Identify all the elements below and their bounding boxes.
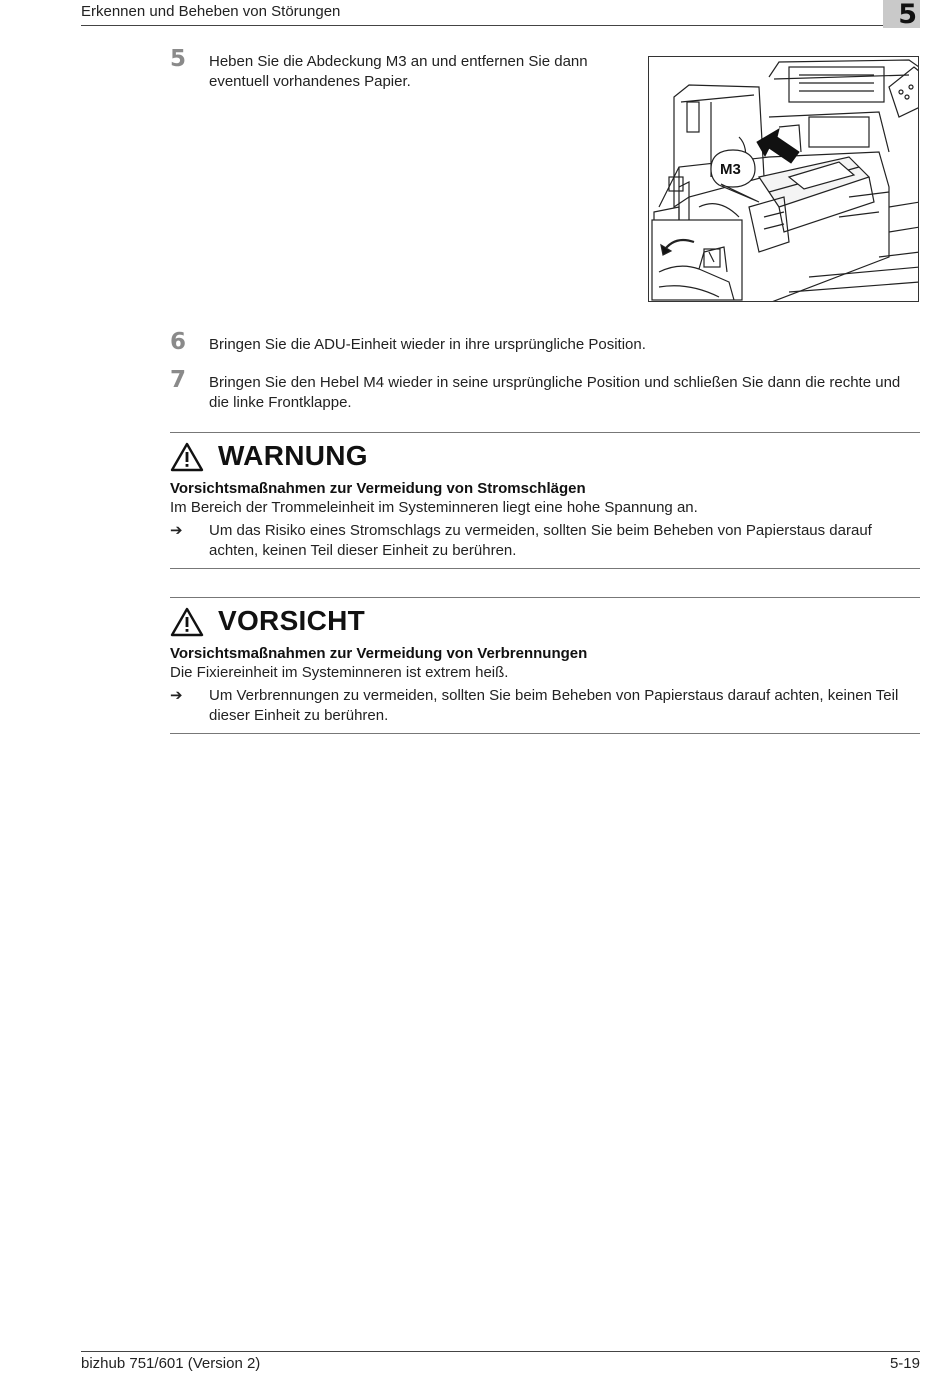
running-header-title: Erkennen und Beheben von Störungen bbox=[81, 3, 341, 20]
printer-diagram bbox=[649, 57, 919, 302]
warning-bullet-line: Um das Risiko eines Stromschlags zu vermeiden, sollten Sie beim Beheben von Papierstaus darauf bbox=[209, 522, 872, 539]
caution-triangle-icon bbox=[170, 607, 204, 637]
section-rule bbox=[170, 733, 920, 734]
step-text bbox=[209, 373, 900, 413]
step-text bbox=[209, 52, 588, 92]
step-text bbox=[209, 335, 646, 355]
warning-bullet bbox=[209, 521, 920, 561]
step-text-line: Heben Sie die Abdeckung M3 an und entfernen Sie dann bbox=[209, 53, 588, 70]
caution-body: Die Fixiereinheit im Systeminneren ist extrem heiß. bbox=[170, 664, 509, 681]
caution-bullet-line: dieser Einheit zu berühren. bbox=[209, 707, 389, 724]
footer-rule bbox=[81, 1351, 920, 1352]
section-rule bbox=[170, 432, 920, 433]
section-rule bbox=[170, 568, 920, 569]
bullet-arrow-icon: ➔ bbox=[170, 687, 183, 704]
caution-bullet bbox=[209, 686, 920, 726]
warning-heading: Vorsichtsmaßnahmen zur Vermeidung von Stromschlägen bbox=[170, 480, 586, 497]
warning-body: Im Bereich der Trommeleinheit im Systeminneren liegt eine hohe Spannung an. bbox=[170, 499, 698, 516]
step-number: 7 bbox=[170, 367, 187, 393]
header-rule bbox=[81, 25, 883, 26]
step-number: 6 bbox=[170, 329, 187, 355]
chapter-number: 5 bbox=[898, 0, 917, 30]
m3-callout-label: M3 bbox=[720, 161, 741, 178]
chapter-tab bbox=[883, 0, 920, 28]
step-text-line: Bringen Sie die ADU-Einheit wieder in ihre ursprüngliche Position. bbox=[209, 336, 646, 353]
step-text-line: die linke Frontklappe. bbox=[209, 394, 352, 411]
caution-bullet-line: Um Verbrennungen zu vermeiden, sollten Sie beim Beheben von Papierstaus darauf achten, keinen Teil bbox=[209, 687, 899, 704]
caution-title: VORSICHT bbox=[218, 605, 366, 636]
footer-product: bizhub 751/601 (Version 2) bbox=[81, 1355, 261, 1372]
step-number: 5 bbox=[170, 46, 187, 72]
footer-page-number: 5-19 bbox=[889, 1355, 920, 1372]
bullet-arrow-icon: ➔ bbox=[170, 522, 183, 539]
step-text-line: Bringen Sie den Hebel M4 wieder in seine ursprüngliche Position und schließen Sie dann die rechte und bbox=[209, 374, 901, 391]
warning-triangle-icon bbox=[170, 442, 204, 472]
caution-heading: Vorsichtsmaßnahmen zur Vermeidung von Verbrennungen bbox=[170, 645, 588, 662]
warning-title: WARNUNG bbox=[218, 440, 368, 471]
warning-bullet-line: achten, keinen Teil dieser Einheit zu berühren. bbox=[209, 542, 517, 559]
printer-illustration bbox=[648, 56, 919, 302]
step-text-line: eventuell vorhandenes Papier. bbox=[209, 73, 411, 90]
section-rule bbox=[170, 597, 920, 598]
